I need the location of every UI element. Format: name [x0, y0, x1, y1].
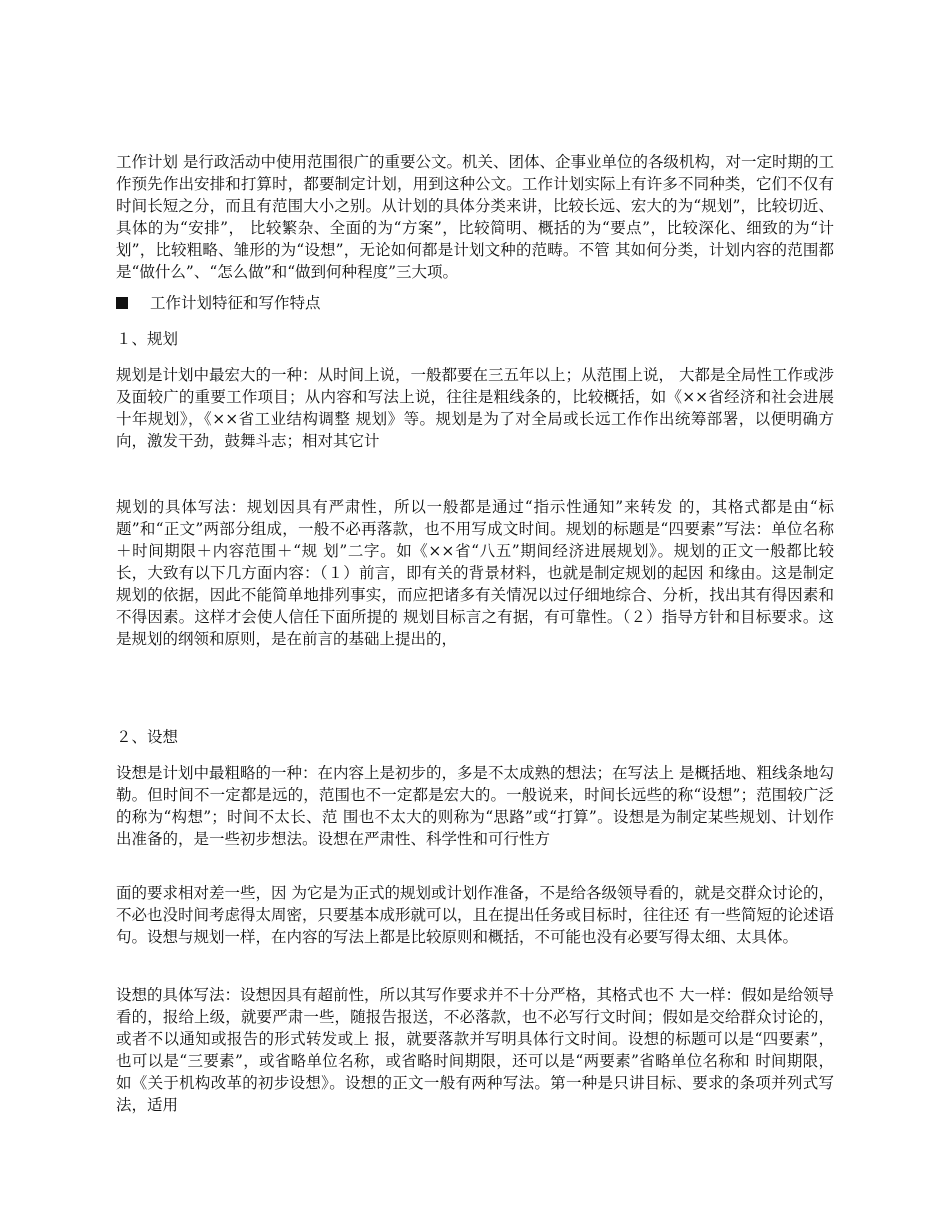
- guihua-paragraph-2: 规划的具体写法：规划因具有严肃性，所以一般都是通过“指示性通知”来转发 的，其格式都是由“标题”和“正文”两部分组成，一般不必再落款，也不用写成文时间。规划的标题是“四要素”写法：单位名称＋时间期限＋内容范围＋“规 划”二字。如《××省“八五”期间经济进展规划》。规划的正文一般都比较长，大致有以下几方面内容：（１）前言，即有关的背景材料，也就是制定规划的起因 和缘由。这是制定规划的依据，因此不能简单地排列事实，而应把诸多有关情况以过仔细地综合、分析，找出其有得因素和不得因素。这样才会使人信任下面所提的 规划目标言之有据，有可靠性。（２）指导方针和目标要求。这是规划的纲领和原则，是在前言的基础上提出的，: [116, 498, 834, 648]
- intro-paragraph: 工作计划 是行政活动中使用范围很广的重要公文。机关、团体、企事业单位的各级机构，对一定时期的工作预先作出安排和打算时，都要制定计划，用到这种公文。工作计划实际上有许多不同种类，它们不仅有时间长短之分，而且有范围大小之别。从计划的具体分类来讲，比较长远、宏大的为“规划”，比较切近、具体的为“安排”， 比较繁杂、全面的为“方案”，比较简明、概括的为“要点”，比较深化、细致的为“计划”，比较粗略、雏形的为“设想”，无论如何都是计划文种的范畴。不管 其如何分类，计划内容的范围都是“做什么”、“怎么做”和“做到何种程度”三大项。: [116, 153, 834, 281]
- shexiang-paragraph-2: 面的要求相对差一些，因 为它是为正式的规划或计划作准备，不是给各级领导看的，就是交群众讨论的，不必也没时间考虑得太周密，只要基本成形就可以，且在提出任务或目标时，往往还 有一些简短的论述语句。设想与规划一样，在内容的写法上都是比较原则和概括，不可能也没有必要写得太细、太具体。: [116, 884, 834, 946]
- shexiang-paragraph-1: 设想是计划中最粗略的一种：在内容上是初步的，多是不太成熟的想法；在写法上 是概括地、粗线条地勾勒。但时间不一定都是远的，范围也不一定都是宏大的。一般说来，时间长远些的称“设想”；范围较广泛的称为“构想”；时间不太长、范 围也不太大的则称为“思路”或“打算”。设想是为制定某些规划、计划作出准备的，是一些初步想法。设想在严肃性、科学性和可行性方: [116, 764, 834, 848]
- section-heading-text: 工作计划特征和写作特点: [150, 294, 321, 312]
- item-heading-guihua: １、规划: [116, 330, 179, 348]
- guihua-paragraph-1: 规划是计划中最宏大的一种：从时间上说，一般都要在三五年以上；从范围上说， 大都是全局性工作或涉及面较广的重要工作项目；从内容和写法上说，往往是粗线条的，比较概括，如《××省经济和社会进展十年规划》，《××省工业结构调整 规划》等。规划是为了对全局或长远工作作出统筹部署，以便明确方向，激发干劲，鼓舞斗志；相对其它计: [116, 366, 834, 450]
- square-bullet-icon: [116, 297, 128, 309]
- section-heading: [116, 292, 321, 314]
- shexiang-paragraph-3: 设想的具体写法：设想因具有超前性，所以其写作要求并不十分严格，其格式也不 大一样：假如是给领导看的，报给上级，就要严肃一些，随报告报送，不必落款，也不必写行文时间；假如是交给群众讨论的，或者不以通知或报告的形式转发或上 报，就要落款并写明具体行文时间。设想的标题可以是“四要素”，也可以是“三要素”，或省略单位名称，或省略时间期限，还可以是“两要素”省略单位名称和 时间期限，如《关于机构改革的初步设想》。设想的正文一般有两种写法。第一种是只讲目标、要求的条项并列式写法，适用: [116, 986, 834, 1114]
- item-heading-shexiang: ２、设想: [116, 728, 179, 746]
